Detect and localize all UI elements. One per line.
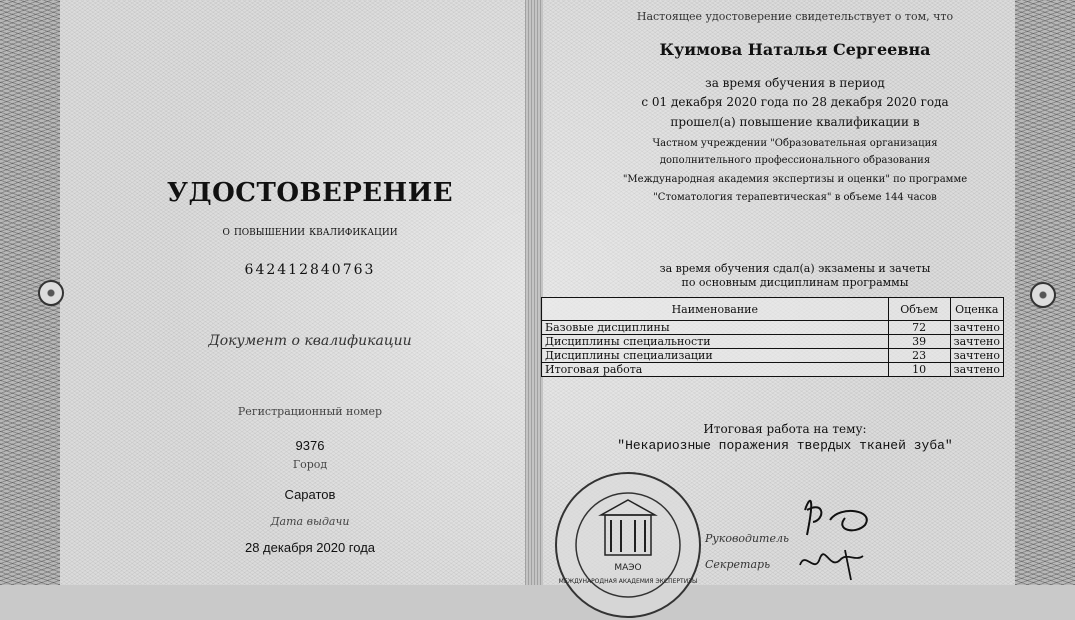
issue-date-label: Дата выдачи bbox=[270, 515, 350, 528]
period-value: с 01 декабря 2020 года по 28 декабря 2020 года bbox=[641, 95, 949, 109]
table-header-row bbox=[542, 298, 1004, 321]
discipline-grade: зачтено bbox=[950, 335, 1003, 349]
document-type: Документ о квалификации bbox=[208, 333, 412, 349]
discipline-grade: зачтено bbox=[950, 349, 1003, 363]
header-grade: Оценка bbox=[950, 298, 1003, 321]
header-name: Наименование bbox=[542, 298, 889, 321]
discipline-name: Дисциплины специализации bbox=[542, 349, 889, 363]
certificate-subtitle: о повышении квалификации bbox=[222, 224, 398, 239]
left-rosette-icon bbox=[38, 280, 64, 306]
right-rosette-icon bbox=[1030, 282, 1056, 308]
intro-text: Настоящее удостоверение свидетельствует о том, что bbox=[636, 10, 954, 23]
disciplines-table bbox=[541, 297, 1004, 377]
city-value: Саратов bbox=[284, 487, 336, 502]
discipline-name: Дисциплины специальности bbox=[542, 335, 889, 349]
issue-date-value: 28 декабря 2020 года bbox=[244, 540, 376, 555]
table-row bbox=[542, 321, 1004, 335]
exams-caption bbox=[560, 262, 1030, 290]
org-line-1: Частном учреждении "Образовательная организация bbox=[652, 138, 938, 149]
discipline-grade: зачтено bbox=[950, 321, 1003, 335]
seal-text: МЕЖДУНАРОДНАЯ АКАДЕМИЯ ЭКСПЕРТИЗЫ bbox=[558, 578, 698, 585]
table-row bbox=[542, 349, 1004, 363]
final-work-label: Итоговая работа на тему: bbox=[703, 422, 867, 436]
holder-name: Куимова Наталья Сергеевна bbox=[659, 40, 931, 59]
discipline-name: Базовые дисциплины bbox=[542, 321, 889, 335]
secretary-label: Секретарь bbox=[705, 558, 771, 571]
signature-icon bbox=[785, 490, 895, 585]
registration-value: 9376 bbox=[295, 438, 325, 453]
center-fold bbox=[525, 0, 543, 585]
final-work-topic: "Некариозные поражения твердых тканей зуба" bbox=[617, 438, 953, 453]
table-row bbox=[542, 363, 1004, 377]
certificate-title: УДОСТОВЕРЕНИЕ bbox=[166, 178, 454, 208]
discipline-volume: 39 bbox=[888, 335, 950, 349]
discipline-volume: 72 bbox=[888, 321, 950, 335]
head-label: Руководитель bbox=[705, 532, 789, 545]
period-label: за время обучения в период bbox=[705, 76, 885, 90]
organization-seal-icon bbox=[553, 470, 703, 620]
table-row bbox=[542, 335, 1004, 349]
registration-label: Регистрационный номер bbox=[237, 405, 383, 418]
seal-inner-text: МАЭО bbox=[614, 563, 642, 573]
discipline-grade: зачтено bbox=[950, 363, 1003, 377]
discipline-volume: 10 bbox=[888, 363, 950, 377]
exams-line-1: за время обучения сдал(а) экзамены и зачеты bbox=[659, 262, 931, 275]
program-line: "Стоматология терапевтическая" в объеме 144 часов bbox=[653, 192, 937, 203]
exams-line-2: по основным дисциплинам программы bbox=[681, 276, 909, 289]
header-volume: Объем bbox=[888, 298, 950, 321]
org-line-3: "Международная академия экспертизы и оценки" по программе bbox=[622, 174, 968, 185]
city-label: Город bbox=[292, 458, 328, 471]
discipline-volume: 23 bbox=[888, 349, 950, 363]
discipline-name: Итоговая работа bbox=[542, 363, 889, 377]
certificate-number: 642412840763 bbox=[244, 262, 376, 278]
org-line-2: дополнительного профессионального образования bbox=[659, 155, 931, 166]
passed-text: прошел(а) повышение квалификации в bbox=[670, 115, 920, 129]
